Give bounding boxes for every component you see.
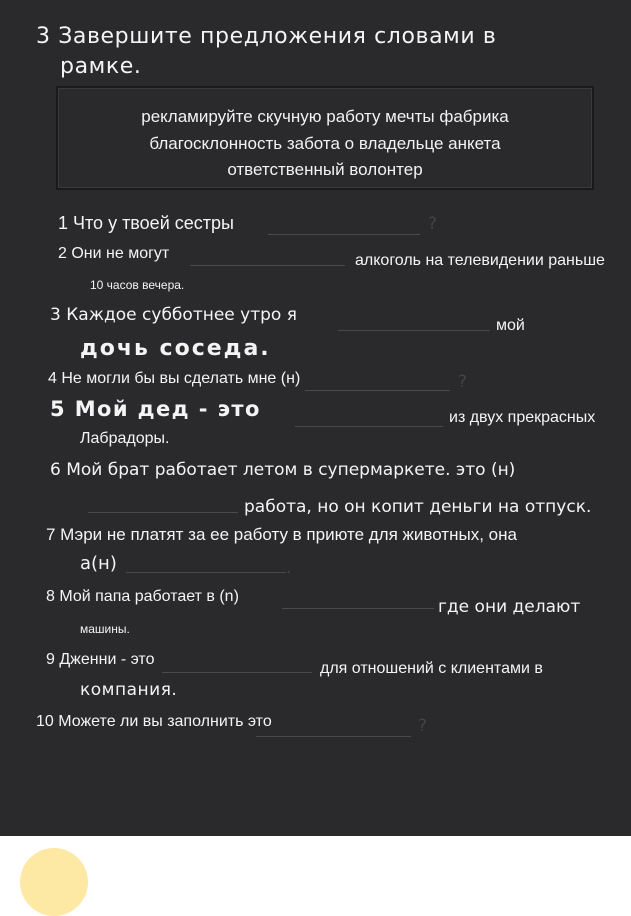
sentence-2-after: алкоголь на телевидении раньше (355, 252, 605, 269)
sentence-9-start: 9 Дженни - это (46, 651, 155, 668)
word-box-line: благосклонность забота о владельце анкета (149, 134, 501, 153)
question-mark: ? (418, 716, 428, 736)
answer-blank (282, 608, 434, 609)
sentence-5-after: из двух прекрасных (449, 409, 596, 426)
word-box (56, 86, 594, 190)
word-box-line: ответственный волонтер (227, 160, 423, 179)
bottom-area (0, 836, 631, 867)
answer-blank (295, 426, 443, 427)
sentence-2-cont: 10 часов вечера. (90, 278, 185, 292)
sentence-7-line2: а(н) (80, 553, 117, 574)
task-heading: 3 Завершите предложения словами в (36, 24, 497, 49)
sentence-10: 10 Можете ли вы заполнить это (36, 713, 272, 730)
sentence-6-line1: 6 Мой брат работает летом в супермаркете. это (н) (50, 460, 516, 480)
answer-blank (305, 390, 450, 391)
sentence-3-after: мой (496, 317, 525, 334)
sentence-4: 4 Не могли бы вы сделать мне (н) (48, 370, 301, 387)
sentence-8-after: где они делают (438, 597, 581, 617)
sentence-3-cont: дочь соседа. (80, 336, 271, 361)
answer-blank (88, 512, 238, 513)
sentence-3-start: 3 Каждое субботнее утро я (50, 305, 297, 325)
sentence-7-line1: 7 Мэри не платят за ее работу в приюте для животных, она (46, 525, 517, 544)
answer-blank (190, 265, 345, 266)
answer-blank (256, 736, 411, 737)
sentence-8-cont: машины. (80, 622, 130, 636)
sentence-5-cont: Лабрадоры. (80, 430, 170, 447)
word-box-line: рекламируйте скучную работу мечты фабрика (141, 107, 509, 126)
task-heading-continuation: рамке. (60, 54, 142, 79)
sentence-5-start: 5 Мой дед - это (50, 397, 261, 421)
avatar (20, 848, 88, 916)
answer-blank (268, 234, 420, 235)
sentence-6-line2: работа, но он копит деньги на отпуск. (244, 497, 592, 517)
sentence-9-cont: компания. (80, 680, 178, 700)
question-mark: ? (428, 214, 438, 234)
sentence-1: 1 Что у твоей сестры (58, 213, 234, 233)
full-stop: . (286, 558, 292, 578)
question-mark: ? (458, 372, 468, 392)
sentence-8-start: 8 Мой папа работает в (n) (46, 588, 239, 605)
sentence-9-after: для отношений с клиентами в (320, 660, 543, 677)
answer-blank (338, 330, 490, 331)
sentence-2-start: 2 Они не могут (58, 245, 170, 262)
answer-blank (126, 572, 286, 573)
answer-blank (162, 672, 312, 673)
